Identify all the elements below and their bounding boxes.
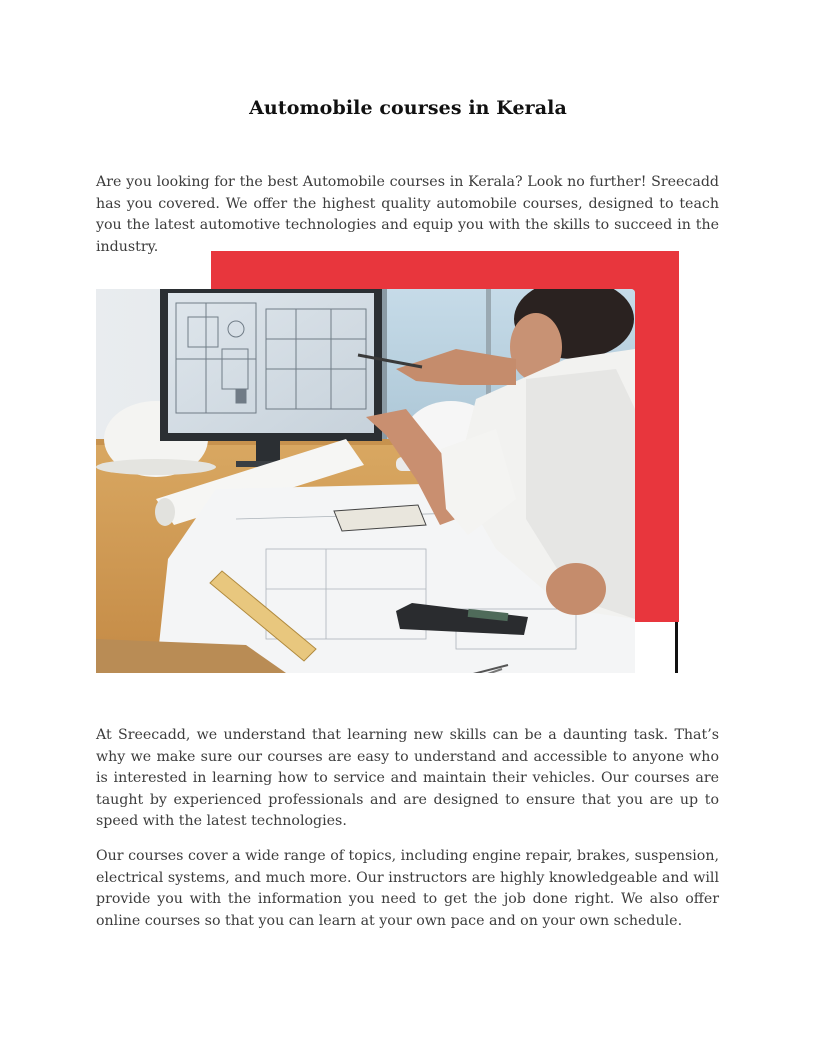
intro-paragraph: Are you looking for the best Automobile courses in Kerala? Look no further! Sreecadd has you covered. We offer the highest quality automobile courses, designed to teach you the latest automotive technologies and equip you with the skills to succeed in the industry. <box>96 174 719 255</box>
page-title: Automobile courses in Kerala <box>249 97 567 119</box>
body-paragraph-topics: Our courses cover a wide range of topics, including engine repair, brakes, suspension, electrical systems, and much more. Our instructors are highly knowledgeable and will provide you with the information you need to get the job done right. We also offer online courses so that you can learn at your own pace and on your own schedule. <box>96 848 719 929</box>
hero-figure <box>96 251 679 673</box>
black-accent-rule <box>675 622 678 673</box>
engineer-at-monitor-photo <box>96 289 635 673</box>
body-paragraph-approach: At Sreecadd, we understand that learning new skills can be a daunting task. That’s why we make sure our courses are easy to understand and accessible to anyone who is interested in learning how to service and maintain their vehicles. Our courses are taught by experienced professionals and are designed to ensure that you are up to speed with the latest technologies. <box>96 727 719 830</box>
